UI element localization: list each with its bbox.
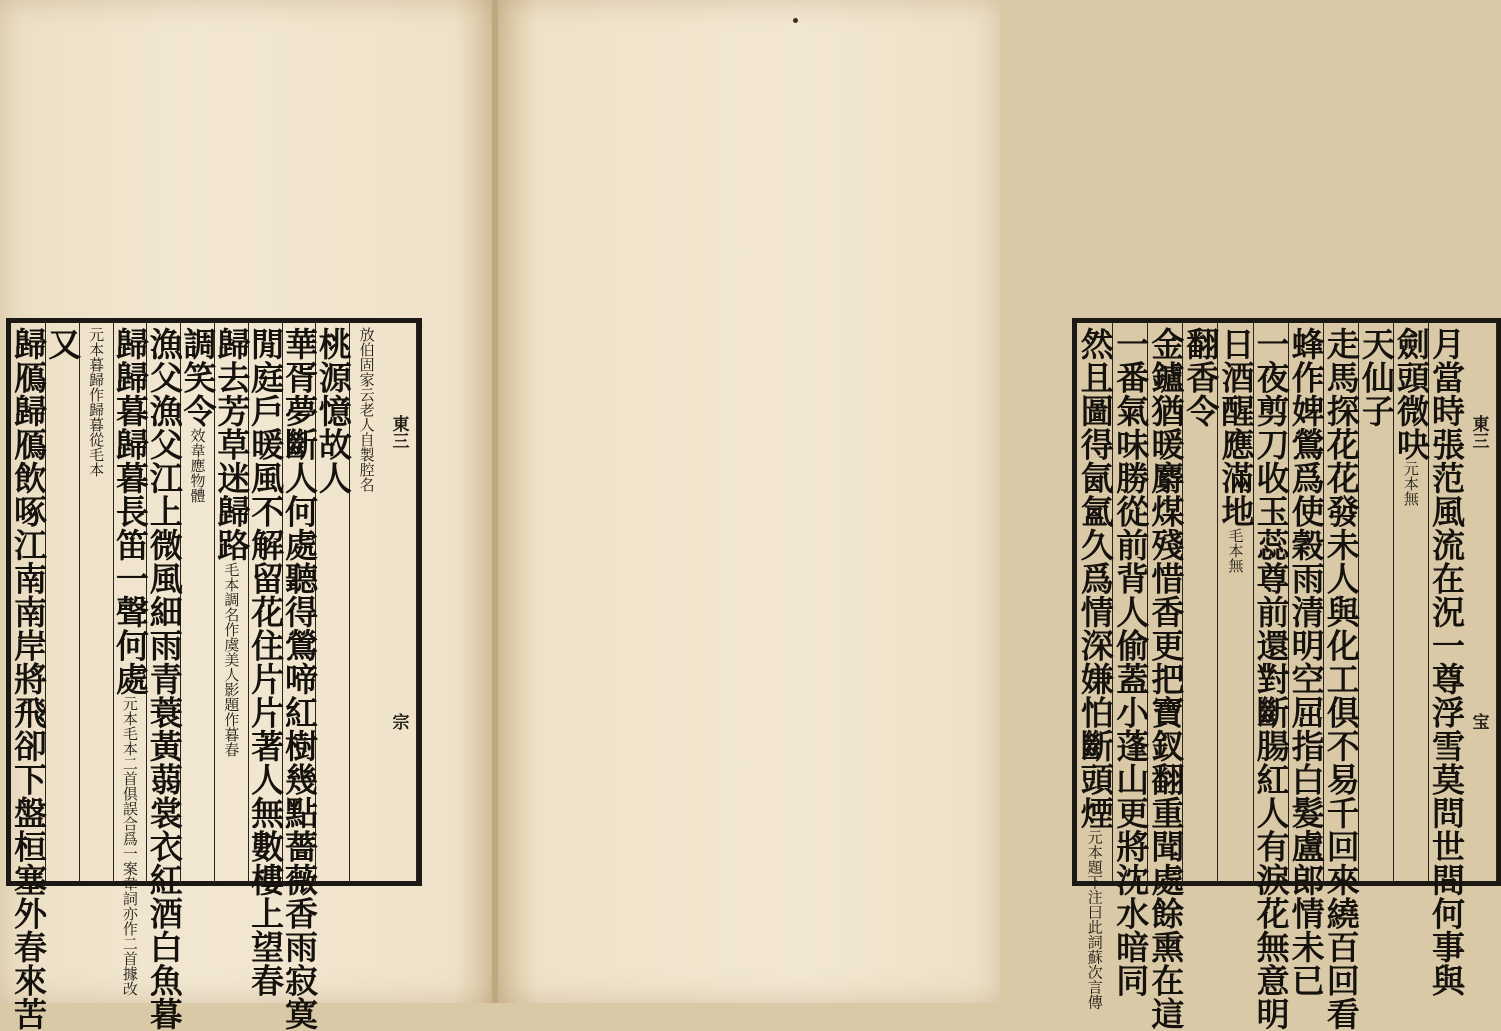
right-text-frame xyxy=(1072,318,1501,1031)
ink-speck xyxy=(793,18,798,23)
column-text xyxy=(1180,323,1220,428)
text-column xyxy=(110,323,150,996)
text-column xyxy=(1356,323,1396,881)
column-text xyxy=(8,323,48,1031)
text-column xyxy=(313,323,353,881)
main-text: 天仙子 xyxy=(1356,327,1396,428)
text-column xyxy=(1391,323,1431,881)
text-column xyxy=(43,323,83,881)
column-text xyxy=(1075,323,1115,1010)
band-mark: 東三 xyxy=(1468,415,1489,449)
main-text: 金鑪猶暖麝煤殘惜香更把寶釵翻重聞處餘熏在這 xyxy=(1146,327,1186,1031)
main-text: 調笑令 xyxy=(178,327,218,428)
left-columns xyxy=(8,323,383,1031)
annotation-note: 效韋應物體 xyxy=(188,427,207,503)
text-column xyxy=(1216,323,1256,881)
right-columns xyxy=(1075,323,1466,1031)
annotation-note: 毛本無 xyxy=(1226,528,1245,573)
main-text: 月當時張范風流在況一尊浮雪莫問世間何事與 xyxy=(1426,327,1466,997)
band-mark: 東三 xyxy=(388,415,409,449)
main-text: 漁父漁父江上微風細雨青蓑黃蒻裳衣紅酒白魚暮 xyxy=(144,327,184,1031)
page-number: 宝 xyxy=(1468,713,1489,730)
annotation-note: 毛本調名作虞美人影題作暮春 xyxy=(222,561,241,757)
main-text: 一夜剪刀收玉蕊尊前還對斷腸紅人有淚花無意明 xyxy=(1251,327,1291,1031)
main-text: 蜂作婢鶯爲使穀雨清明空屈指白髮盧郎情未已 xyxy=(1286,327,1326,997)
column-text xyxy=(1145,323,1185,1031)
main-text: 閒庭戶暖風不解留花住片片著人無數樓上望春 xyxy=(246,327,286,997)
text-column xyxy=(79,323,113,881)
column-text xyxy=(1251,323,1291,1031)
main-text: 翻香令 xyxy=(1181,327,1221,428)
main-text: 日酒醒應滿地 xyxy=(1216,327,1256,528)
text-column xyxy=(1146,323,1186,1031)
column-text xyxy=(1356,323,1396,428)
annotation-note: 元本毛本二首俱誤合爲一案韋詞亦作二首據改 xyxy=(120,695,139,996)
text-column xyxy=(144,323,184,1031)
column-text xyxy=(1286,323,1326,997)
main-text: 華胥夢斷人何處聽得鶯啼紅樹幾點薔薇香雨寂寞 xyxy=(279,327,319,1031)
main-text: 歸歸暮歸暮長笛一聲何處 xyxy=(110,327,150,696)
text-column xyxy=(1181,323,1221,881)
column-text xyxy=(1216,323,1256,573)
main-text: 歸去芳草迷歸路 xyxy=(212,327,252,562)
annotation-note: 元本暮歸作歸暮從毛本 xyxy=(87,327,106,477)
text-column xyxy=(246,323,286,997)
text-column xyxy=(279,323,319,1031)
text-column xyxy=(8,323,48,1031)
text-column xyxy=(349,323,383,881)
left-page xyxy=(0,0,494,1031)
text-column xyxy=(178,323,218,881)
text-column xyxy=(1111,323,1151,997)
main-text: 桃源憶故人 xyxy=(313,327,353,495)
column-text xyxy=(1426,323,1466,997)
text-column xyxy=(1321,323,1361,1031)
text-column xyxy=(212,323,252,881)
text-column xyxy=(1075,323,1115,1010)
center-band xyxy=(1462,323,1497,881)
text-column xyxy=(1251,323,1291,1031)
center-band xyxy=(382,323,417,881)
column-text xyxy=(1391,323,1431,506)
main-text: 又 xyxy=(43,327,83,361)
annotation-note: 元本無 xyxy=(1401,461,1420,506)
annotation-note: 放伯固家云老人自製腔名 xyxy=(357,327,376,492)
column-text xyxy=(1110,323,1150,997)
main-text: 走馬探花花發未人與化工俱不易千回來繞百回看 xyxy=(1321,327,1361,1031)
column-text xyxy=(1321,323,1361,1031)
text-column xyxy=(1426,323,1466,997)
right-page xyxy=(498,0,1489,1031)
left-text-frame xyxy=(6,318,422,1031)
column-text xyxy=(42,323,82,361)
annotation-note: 元本題下注曰此詞蘇次言傳 xyxy=(1085,829,1104,1010)
text-column xyxy=(1286,323,1326,997)
main-text: 然且圖得氤氳久爲情深嫌怕斷頭煙 xyxy=(1075,327,1115,830)
main-text: 一番氣味勝從前背人偷蓋小蓬山更將沈水暗同 xyxy=(1111,327,1151,997)
main-text: 劍頭微吷 xyxy=(1391,327,1431,461)
page-number: 宗 xyxy=(388,713,409,730)
main-text: 歸鴈歸鴈飲啄江南南岸將飛卻下盤桓塞外春來苦 xyxy=(8,327,48,1031)
